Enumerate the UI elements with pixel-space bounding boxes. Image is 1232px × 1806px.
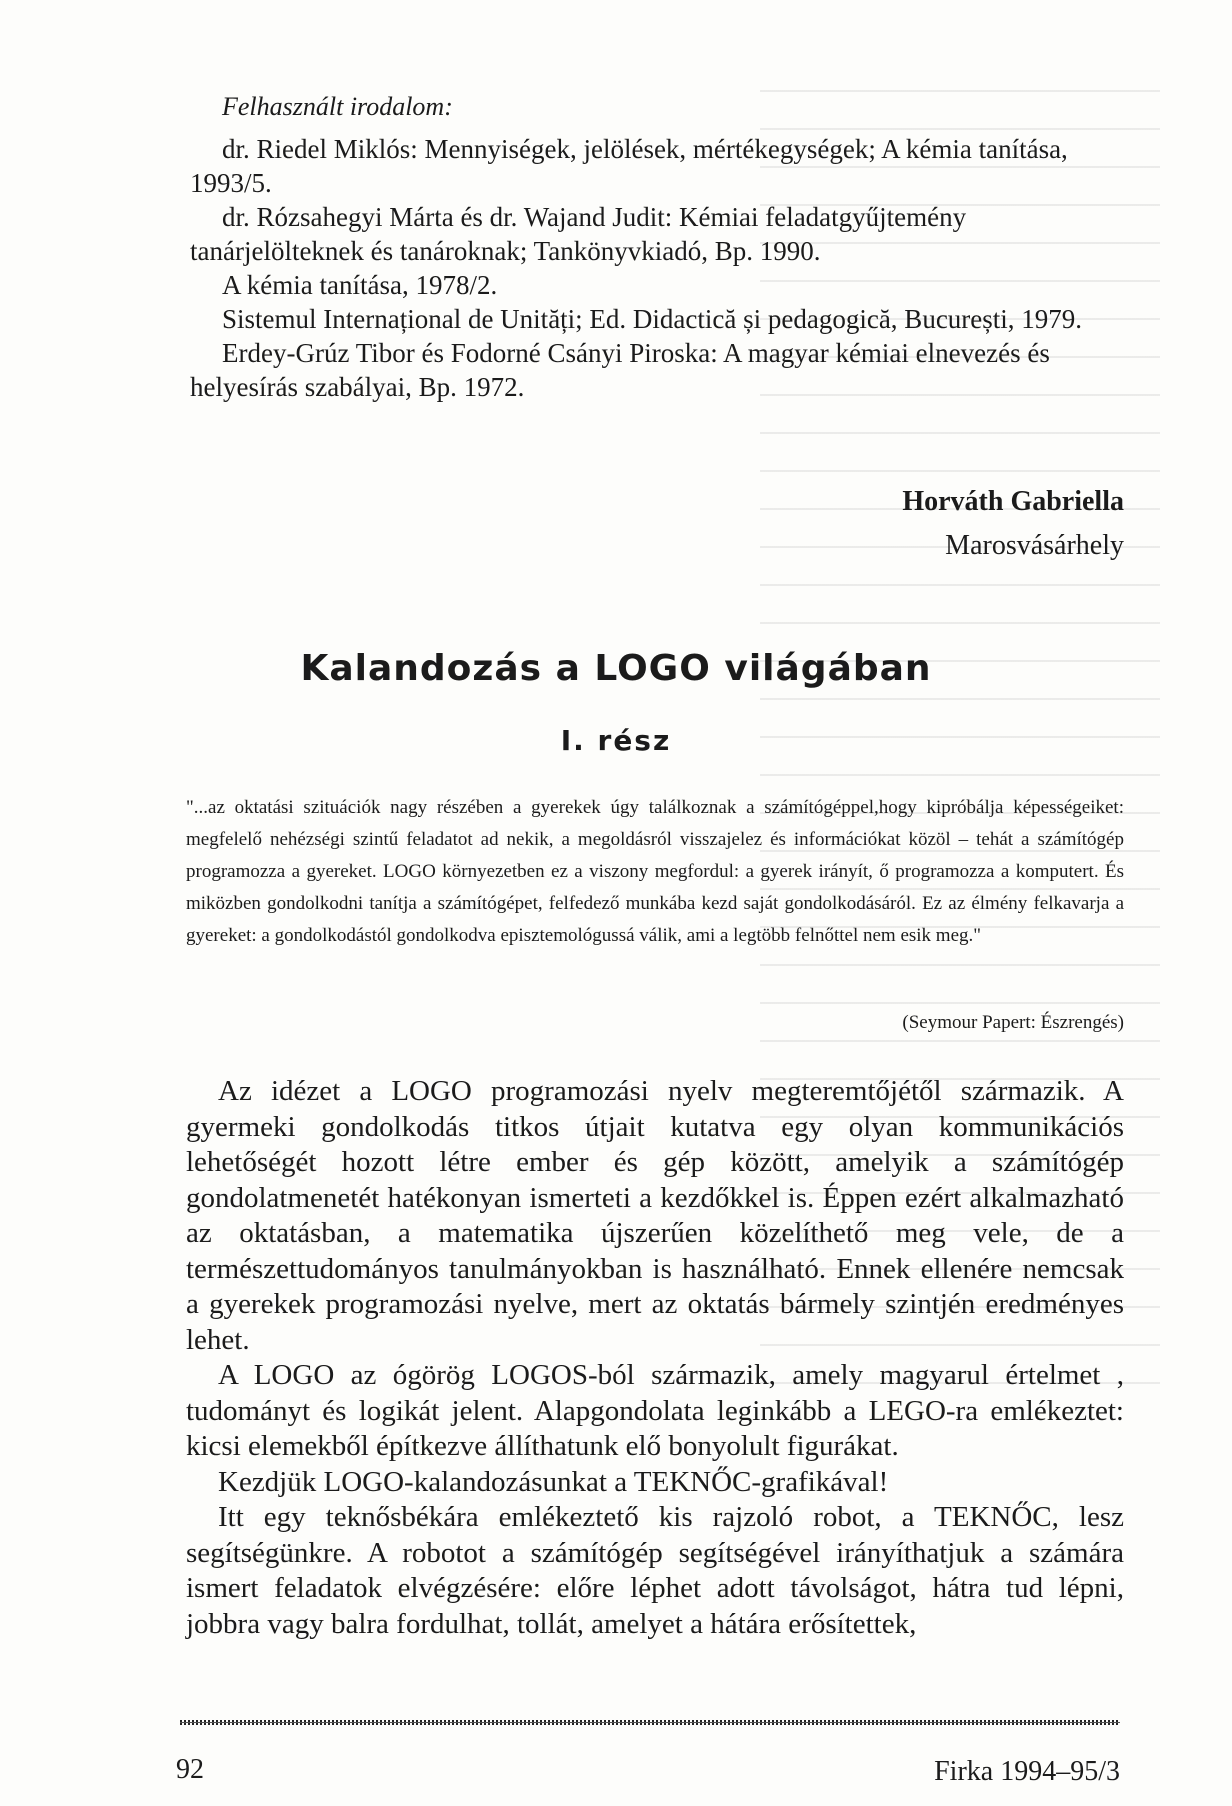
quote-source: (Seymour Papert: Észrengés) — [902, 1012, 1124, 1033]
page-number: 92 — [176, 1754, 204, 1785]
body-paragraph: Az idézet a LOGO programozási nyelv megteremtőjétől származik. A gyermeki gondolkodás titkos útjait kutatva egy olyan kommunikációs lehetőségét hozott létre ember és gép között, amelyik a számítógép gondolatmenetét hatékonyan ismerteti a kezdőkkel is. Éppen ezért alkalmazható az oktatásban, a matematika újszerűen közelíthető meg vele, de a természettudományos tanulmányokban is használható. Ennek ellenére nemcsak a gyerekek programozási nyelve, mert az oktatás bármely szintjén eredményes lehet. — [186, 1075, 1124, 1356]
body-paragraph: Kezdjük LOGO-kalandozásunkat a TEKNŐC-grafikával! — [218, 1465, 889, 1498]
body-paragraph: A LOGO az ógörög LOGOS-ból származik, amely magyarul értelmet , tudományt és logikát jelent. Alapgondolata leginkább a LEGO-ra emlékeztet: kicsi elemekből építkezve állíthatunk elő bonyolult figurákat. — [186, 1359, 1124, 1462]
reference-item: Sistemul Internațional de Unități; Ed. Didactică și pedagogică, București, 1979. — [222, 304, 1083, 334]
author-name: Horváth Gabriella — [902, 486, 1124, 517]
reference-item: A kémia tanítása, 1978/2. — [222, 270, 498, 300]
reference-item: Erdey-Grúz Tibor és Fodorné Csányi Piroska: A magyar kémiai elnevezés és helyesírás szabályai, Bp. 1972. — [190, 338, 1050, 402]
reference-item: dr. Riedel Miklós: Mennyiségek, jelölések, mértékegységek; A kémia tanítása, 1993/5. — [190, 134, 1068, 198]
reference-item: dr. Rózsahegyi Márta és dr. Wajand Judit: Kémiai feladatgyűjtemény tanárjelölteknek és tanároknak; Tankönyvkiadó, Bp. 1990. — [190, 202, 967, 266]
references-list — [190, 132, 1130, 404]
article-title: Kalandozás a LOGO világában — [300, 648, 932, 689]
footer-rule — [180, 1720, 1120, 1725]
article-part: I. rész — [560, 724, 672, 757]
epigraph-quote: "...az oktatási szituációk nagy részében a gyerekek úgy találkoznak a számítógéppel,hogy kipróbálja képességeiket: megfelelő nehézségi szintű feladatot ad nekik, a megoldásról visszajelez és információkat közöl – tehát a számítógép programozza a gyereket. LOGO környezetben ez a viszony megfordul: a gyerek irányít, ő programozza a komputert. És miközben gondolkodni tanítja a számítógépet, felfedező munkába kezd saját gondolkodásáról. Ez az élmény felkavarja a gyereket: a gondolkodástól gondolkodva episztemológussá válik, ami a legtöbb felnőttel nem esik meg." — [186, 797, 1124, 946]
article-body — [186, 1074, 1124, 1642]
author-place: Marosvásárhely — [945, 530, 1124, 561]
references-heading: Felhasznált irodalom: — [222, 92, 453, 121]
journal-issue: Firka 1994–95/3 — [934, 1756, 1120, 1787]
body-paragraph: Itt egy teknősbékára emlékeztető kis rajzoló robot, a TEKNŐC, lesz segítségünkre. A robotot a számítógép segítségével irányíthatjuk a számára ismert feladatok elvégzésére: előre léphet adott távolságot, hátra tud lépni, jobbra vagy balra fordulhat, tollát, amelyet a hátára erősítettek, — [186, 1501, 1124, 1640]
